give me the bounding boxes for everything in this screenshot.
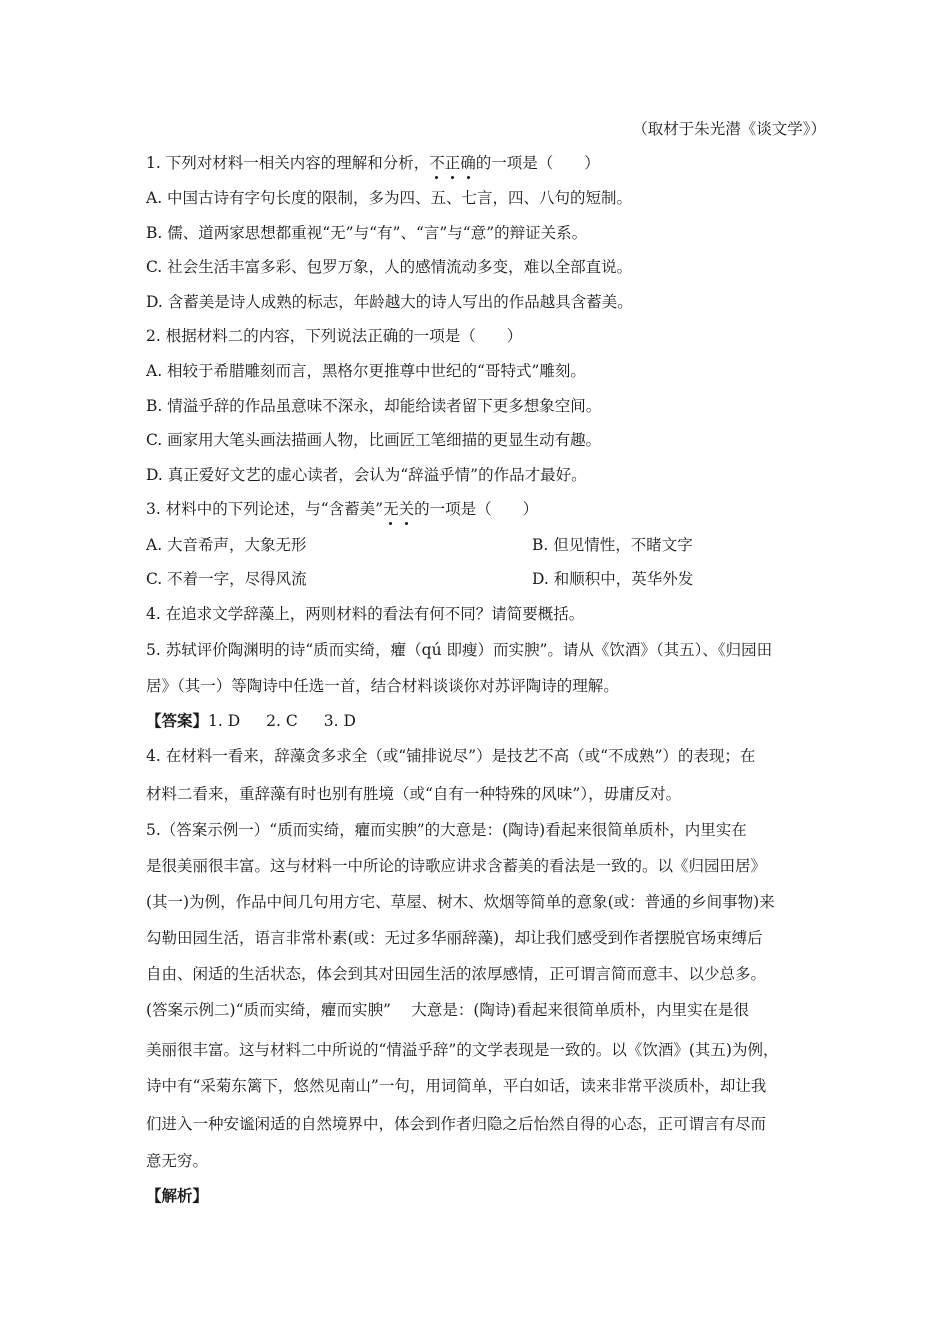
- question-1-option-b: B. 儒、道两家思想都重视“无”与“有”、“言”与“意”的辩证关系。: [146, 224, 588, 242]
- question-2-stem: 2. 根据材料二的内容，下列说法正确的一项是（ ）: [146, 327, 523, 345]
- analysis-label: [146, 1186, 208, 1206]
- question-2-option-c: C. 画家用大笔头画法描画人物，比画匠工笔细描的更显生动有趣。: [146, 431, 602, 449]
- answer-5-line: (答案示例二)“质而实绮，癯而实腴” 大意是：(陶诗)看起来很简单质朴，内里实在是很: [146, 1001, 749, 1019]
- question-3-prefix: 3. 材料中的下列论述，与“含蓄美”: [146, 500, 384, 518]
- question-2-option-a: A. 相较于希腊雕刻而言，黑格尔更推尊中世纪的“哥特式”雕刻。: [146, 362, 586, 380]
- question-1-prefix: 1. 下列对材料一相关内容的理解和分析，: [146, 154, 430, 172]
- answer-4-line-2: 材料二看来，重辞藻有时也别有胜境（或“自有一种特殊的风味”），毋庸反对。: [146, 785, 682, 803]
- answer-5-line: 美丽很丰富。这与材料二中所说的“情溢乎辞”的文学表现是一致的。以《饮酒》(其五)为例，: [146, 1041, 779, 1059]
- answer-5-line: 5.（答案示例一）“质而实绮，癯而实腴”的大意是：(陶诗)看起来很简单质朴，内里实在: [146, 821, 747, 839]
- answer-5-line: 勾勒田园生活，语言非常朴素(或：无过多华丽辞藻)，却让我们感受到作者摆脱官场束缚后: [146, 929, 763, 947]
- question-5-line-1: 5. 苏轼评价陶渊明的诗“质而实绮，癯（qú 即瘦）而实腴”。请从《饮酒》（其五）、《归园田: [146, 641, 773, 659]
- question-1-stem: [146, 153, 600, 173]
- answer-5-line: 诗中有“采菊东篱下，悠然见南山”一句，用词简单，平白如话，读来非常平淡质朴，却让我: [146, 1077, 767, 1095]
- question-1-suffix: 的一项是（ ）: [475, 154, 600, 172]
- question-3-row-1: [146, 535, 307, 555]
- question-3-stem: [146, 499, 538, 519]
- answer-5-line: 意无穷。: [146, 1152, 209, 1170]
- question-2-option-b: B. 情溢乎辞的作品虽意味不深永，却能给读者留下更多想象空间。: [146, 397, 602, 415]
- answer-3: 3. D: [323, 712, 356, 730]
- emphasis-char: 关: [398, 500, 415, 518]
- question-1-option-d: D. 含蓄美是诗人成熟的标志，年龄越大的诗人写出的作品越具含蓄美。: [146, 293, 633, 311]
- answer-1: 1. D: [208, 712, 241, 730]
- analysis-label-text: 【解析】: [146, 1186, 209, 1205]
- question-4: 4. 在追求文学辞藻上，两则材料的看法有何不同？请简要概括。: [146, 605, 585, 623]
- question-3-option-b: B. 但见情性，不睹文字: [532, 536, 693, 554]
- question-3-option-a: A. 大音希声，大象无形: [146, 536, 307, 554]
- question-3-option-d: D. 和顺积中，英华外发: [532, 570, 694, 588]
- question-1-option-a: A. 中国古诗有字句长度的限制，多为四、五、七言，四、八句的短制。: [146, 189, 633, 207]
- emphasis-char: 不: [429, 154, 445, 172]
- answer-4-line-1: 4. 在材料一看来，辞藻贪多求全（或“铺排说尽”）是技艺不高（或“不成熟”）的表现；在: [146, 747, 756, 765]
- answer-5-line: 们进入一种安谧闲适的自然境界中，体会到作者归隐之后怡然自得的心态，正可谓言有尽而: [146, 1115, 767, 1133]
- answer-5-line: 是很美丽很丰富。这与材料一中所论的诗歌应讲求含蓄美的看法是一致的。以《归园田居》: [146, 857, 767, 875]
- question-1-option-c: C. 社会生活丰富多彩、包罗万象，人的感情流动多变，难以全部直说。: [146, 258, 633, 276]
- answer-2: 2. C: [266, 712, 298, 730]
- source-citation: （取材于朱光潜《谈文学》）: [632, 120, 826, 138]
- emphasis-char: 确: [460, 154, 476, 172]
- question-3-suffix: 的一项是（ ）: [414, 500, 539, 518]
- emphasis-char: 正: [444, 154, 461, 172]
- question-5-line-2: 居》（其一）等陶诗中任选一首，结合材料谈谈你对苏评陶诗的理解。: [146, 677, 619, 695]
- answer-label: 【答案】: [146, 711, 209, 730]
- question-2-option-d: D. 真正爱好文艺的虚心读者，会认为“辞溢乎情”的作品才最好。: [146, 466, 587, 484]
- answer-line: [146, 711, 356, 731]
- answer-5-line: (其一)为例，作品中间几句用方宅、草屋、树木、炊烟等简单的意象(或：普通的乡间事物)来: [146, 893, 775, 911]
- answer-5-line: 自由、闲适的生活状态，体会到其对田园生活的浓厚感情，正可谓言简而意丰、以少总多。: [146, 965, 767, 983]
- emphasis-char: 无: [383, 500, 399, 518]
- question-3-option-c: C. 不着一字，尽得风流: [146, 570, 307, 588]
